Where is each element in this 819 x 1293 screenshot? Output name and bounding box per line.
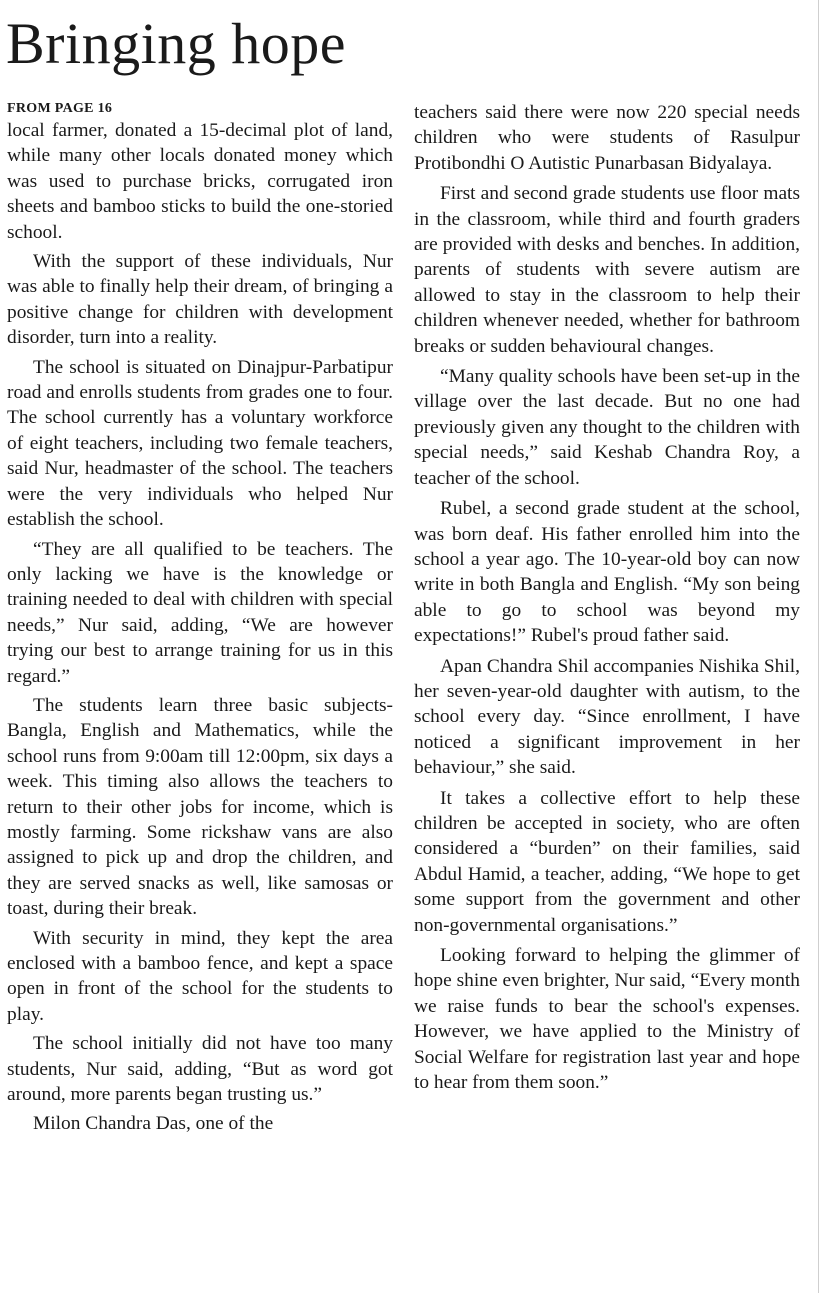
article-headline: Bringing hope bbox=[6, 11, 346, 76]
article-paragraph: teachers said there were now 220 special needs children who were students of Rasulpur Protibondhi O Autistic Punarbasan Bidyalaya. bbox=[414, 102, 800, 174]
article-paragraph: The students learn three basic subjects- Bangla, English and Mathematics, while the school runs from 9:00am till 12:00pm, six days a week. This timing also allows the teachers to return to their other jobs for income, which is mostly farming. Some rickshaw vans are also assigned to pick up and drop the children, and they are served snacks as well, like samosas or toast, during their break. bbox=[7, 694, 393, 920]
article-paragraph: Looking forward to helping the glimmer of hope shine even brighter, Nur said, “Every month we raise funds to bear the school's expenses. However, we have applied to the Ministry of Social Welfare for registration last year and hope to hear from them soon.” bbox=[414, 945, 800, 1094]
article-paragraph: With security in mind, they kept the area enclosed with a bamboo fence, and kept a space open in front of the school for the students to play. bbox=[7, 927, 393, 1025]
article-paragraph: Milon Chandra Das, one of the bbox=[33, 1113, 274, 1135]
article-paragraph: It takes a collective effort to help these children be accepted in society, who are often considered a “burden” on their families, said Abdul Hamid, a teacher, adding, “We hope to get some support from the government and other non-governmental organisations.” bbox=[414, 787, 800, 936]
jump-line: FROM PAGE 16 bbox=[7, 101, 113, 116]
article-column-left bbox=[7, 100, 393, 1137]
article-column-right bbox=[414, 100, 800, 1095]
article-paragraph: The school initially did not have too many students, Nur said, adding, “But as word got around, more parents began trusting us.” bbox=[7, 1033, 393, 1106]
article-paragraph: “They are all qualified to be teachers. The only lacking we have is the knowledge or training needed to deal with children with special needs,” Nur said, adding, “We are however trying our best to arrange training for us in this regard.” bbox=[7, 538, 393, 687]
article-paragraph: The school is situated on Dinajpur-Parbatipur road and enrolls students from grades one to four. The school currently has a voluntary workforce of eight teachers, including two female teachers, said Nur, headmaster of the school. The teachers were the very individuals who helped Nur establish the school. bbox=[7, 356, 393, 531]
article-paragraph: With the support of these individuals, Nur was able to finally help their dream, of bringing a positive change for children with development disorder, turn into a reality. bbox=[7, 251, 393, 349]
article-paragraph: Rubel, a second grade student at the school, was born deaf. His father enrolled him into the school a year ago. The 10-year-old boy can now write in both Bangla and English. “My son being able to go to school was beyond my expectations!” Rubel's proud father said. bbox=[414, 498, 800, 647]
article-paragraph: Apan Chandra Shil accompanies Nishika Shil, her seven-year-old daughter with autism, to the school every day. “Since enrollment, I have noticed a significant improvement in her behaviour,” she said. bbox=[414, 655, 800, 779]
article-paragraph: “Many quality schools have been set-up in the village over the last decade. But no one had previously given any thought to the children with special needs,” said Keshab Chandra Roy, a teacher of the school. bbox=[414, 366, 800, 489]
article-paragraph: First and second grade students use floor mats in the classroom, while third and fourth graders are provided with desks and benches. In addition, parents of students with severe autism are allowed to stay in the classroom to help their children whenever needed, whether for bathroom breaks or sudden behavioural changes. bbox=[414, 183, 800, 357]
article-paragraph: local farmer, donated a 15-decimal plot of land, while many other locals donated money which was used to purchase bricks, corrugated iron sheets and bamboo sticks to build the one-storied school. bbox=[7, 120, 393, 243]
